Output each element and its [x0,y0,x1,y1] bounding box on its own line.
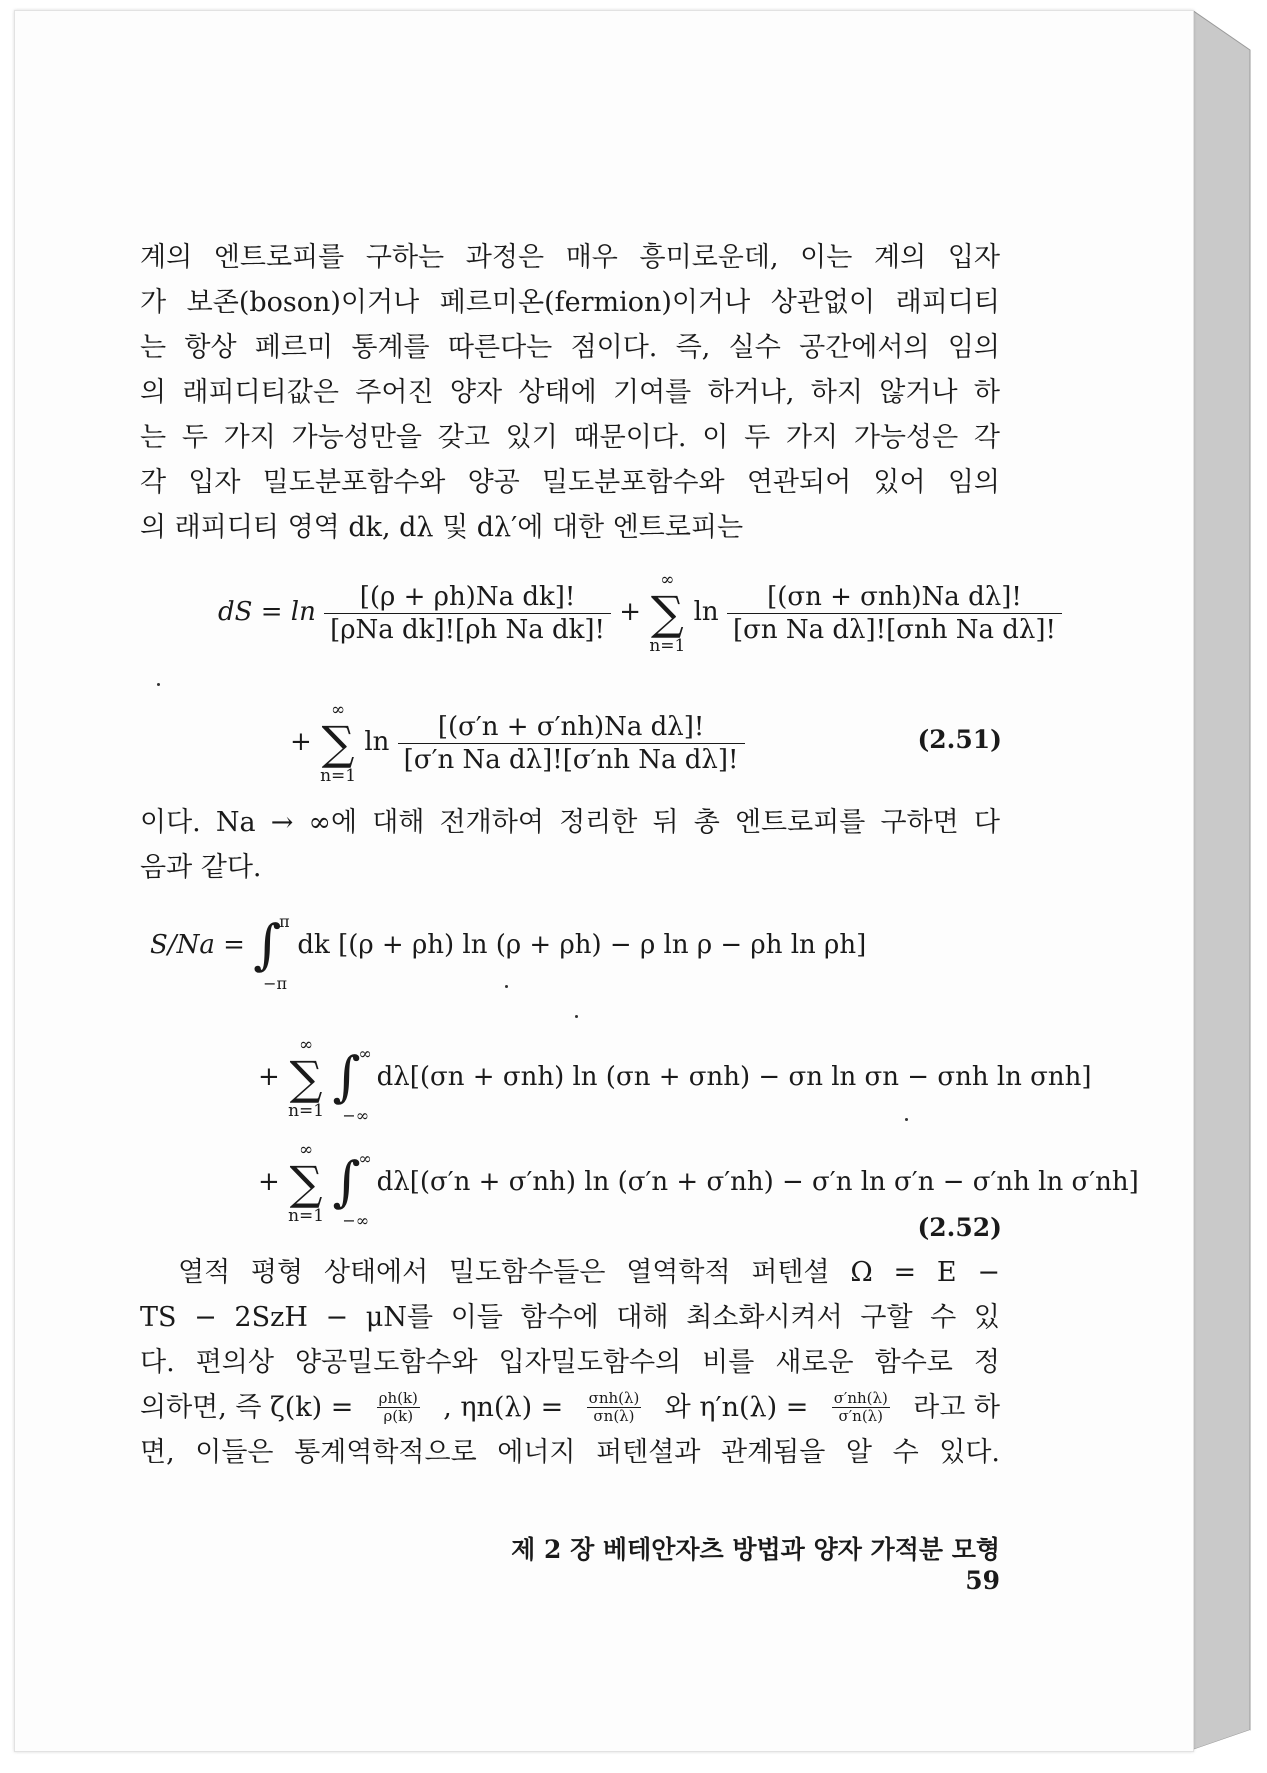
definition-line [140,1385,1000,1430]
integral-upper-limit: π [279,912,290,931]
print-speck [157,683,160,686]
text-line: 는 두 가지 가능성만을 갖고 있기 때문이다. 이 두 가지 가능성은 각 [140,422,1000,453]
page-footer [440,1530,1000,1595]
integral-lower-limit: −∞ [342,1211,370,1230]
fraction-numerator: σ′nh(λ) [833,1389,888,1407]
integral-symbol: ∫ ∞ −∞ [332,1042,368,1114]
text-line: 열적 평형 상태에서 밀도함수들은 열역학적 퍼텐셜 Ω = E − [178,1257,1000,1288]
fraction-numerator: [(ρ + ρh)Na dk]! [324,581,611,614]
fraction-denominator: [σ′n Na dλ]![σ′nh Na dλ]! [403,744,739,775]
closing-paragraph [140,1250,1000,1475]
print-speck [505,985,508,988]
integrand: dλ[(σ′n + σ′nh) ln (σ′n + σ′nh) − σ′n ln σ′n − σ′nh ln σ′nh] [376,1167,1139,1197]
sum-lower-limit: n=1 [649,636,686,656]
eq-lhs: S/Na = [150,930,245,960]
text-line: 의 래피디티 영역 dk, dλ 및 dλ′에 대한 엔트로피는 [140,512,744,543]
summation-symbol: ∞ ∑ n=1 [288,1140,325,1226]
sum-upper-limit: ∞ [660,570,675,590]
integrand: dλ[(σn + σnh) ln (σn + σnh) − σn ln σn − σnh ln σnh] [376,1062,1092,1092]
integral-lower-limit: −π [263,974,288,993]
equation-2-51-line-2: + ∞ ∑ n=1 ln $\frac{\text{[(σ′n + σ′nh)Na dλ]!}}{\text{[σ′n Na dλ]![σ′nh Na dλ]!}}$ [290,700,745,786]
print-speck [575,1015,578,1018]
text-line: 각 입자 밀도분포함수와 양공 밀도분포함수와 연관되어 있어 임의 [140,467,1000,498]
middle-paragraph [140,800,1000,890]
fraction-denominator: [σn Na dλ]![σnh Na dλ]! [732,614,1056,645]
integrand: dk [(ρ + ρh) ln (ρ + ρh) − ρ ln ρ − ρh ln ρh] [297,930,867,960]
fraction-term-3 [398,711,745,776]
print-speck [905,1118,908,1121]
summation-symbol: ∞ ∑ n=1 [288,1035,325,1121]
text-line: 의 래피디티값은 주어진 양자 상태에 기여를 하거나, 하지 않거나 하 [140,377,1000,408]
sum-lower-limit: n=1 [288,1101,325,1121]
fraction-numerator: σnh(λ) [588,1389,640,1407]
sum-lower-limit: n=1 [320,766,357,786]
integral-upper-limit: ∞ [358,1149,372,1168]
text-line: 면, 이들은 통계역학적으로 에너지 퍼텐셜과 관계됨을 알 수 있다. [140,1437,1000,1468]
equation-number: (2.52) [917,1213,1002,1242]
equation-2-52-row-1 [150,910,867,993]
zeta-fraction [377,1390,420,1425]
text-line: 다. 편의상 양공밀도함수와 입자밀도함수의 비를 새로운 함수로 정 [140,1347,1000,1378]
integral-symbol: ∫ ∞ −∞ [332,1147,368,1219]
equation-2-52-row-3: + ∞ ∑ n=1 ∫ ∞ −∞ dλ[(σ′n + σ′nh) ln (σ′n + σ′nh) − σ′n ln σ′n − σ′nh ln σ′nh] [258,1140,1139,1226]
eta-prime-lead: 와 η′n(λ) = [664,1392,809,1423]
text-line: TS − 2SzH − μN를 이들 함수에 대해 최소화시켜서 구할 수 있 [140,1302,1000,1333]
definition-tail: 라고 하 [913,1392,1000,1423]
definition-lead: 의하면, 즉 ζ(k) = [140,1392,354,1423]
sum-upper-limit: ∞ [330,700,346,720]
fraction-numerator: [(σ′n + σ′nh)Na dλ]! [398,711,745,744]
text-line: 계의 엔트로피를 구하는 과정은 매우 흥미로운데, 이는 계의 입자 [140,242,1000,273]
eq-lhs: dS = ln [218,597,316,627]
eta-lead: , ηn(λ) = [443,1392,564,1423]
chapter-title: 제 2 장 베테안자츠 방법과 양자 가적분 모형 [511,1535,1000,1564]
equation-2-51-line-1: dS = ln $\frac{\text{[(ρ + ρh)Na dk]!}}{\text{[ρNa dk]![ρh Na dk]!}}$ + ∞ ∑ n=1 ln $\frac{\text{[(σn + σnh)Na dλ]!}}{\text{[σn Na dλ]![σnh Na dλ]!}}$ [218,570,1062,656]
text-line: 이다. Na → ∞에 대해 전개하여 정리한 뒤 총 엔트로피를 구하면 다 [140,807,1000,838]
integral-lower-limit: −∞ [342,1106,370,1125]
equation-number: (2.51) [917,725,1002,754]
text-line: 는 항상 페르미 통계를 따른다는 점이다. 즉, 실수 공간에서의 임의 [140,332,1000,363]
fraction-numerator: ρh(k) [378,1389,418,1407]
fraction-term-2 [727,581,1062,646]
summation-symbol: ∞ ∑ n=1 [649,570,686,656]
integral-symbol: ∫ π −π [253,910,289,982]
sum-lower-limit: n=1 [288,1206,325,1226]
sum-upper-limit: ∞ [298,1140,314,1160]
page-number: 59 [965,1566,1000,1595]
eta-prime-fraction [832,1390,890,1425]
fraction-denominator: [ρNa dk]![ρh Na dk]! [330,614,605,645]
sum-upper-limit: ∞ [298,1035,314,1055]
book-page-edge [1192,10,1252,1760]
fraction-numerator: [(σn + σnh)Na dλ]! [727,581,1062,614]
text-line: 음과 같다. [140,852,262,883]
eta-fraction [587,1390,642,1425]
intro-paragraph [140,235,1000,550]
integral-upper-limit: ∞ [358,1044,372,1063]
summation-symbol: ∞ ∑ n=1 [320,700,357,786]
fraction-term-1 [324,581,611,646]
fraction-denominator: σ′n(λ) [838,1407,884,1425]
fraction-denominator: σn(λ) [593,1407,635,1425]
text-line: 가 보존(boson)이거나 페르미온(fermion)이거나 상관없이 래피디티 [140,287,1000,318]
equation-2-52-row-2: + ∞ ∑ n=1 ∫ ∞ −∞ dλ[(σn + σnh) ln (σn + σnh) − σn ln σn − σnh ln σnh] [258,1035,1092,1121]
fraction-denominator: ρ(k) [383,1407,414,1425]
